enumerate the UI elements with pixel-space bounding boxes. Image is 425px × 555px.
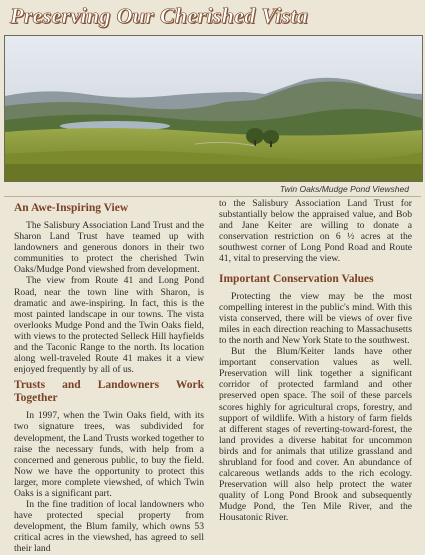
paragraph: Protecting the view may be the most compelling interest in the public's mind. With this vista conserved, there will be views of over five miles in each direction reaching to Massachusetts to the north and New York State to the southwest. [219,290,412,346]
paragraph: The Salisbury Association Land Trust and the Sharon Land Trust have teamed up with landowners and generous donors in their two communities to protect the cherished Twin Oaks/Mudge Pond viewshed from development. [14,220,204,276]
section-heading: An Awe-Inspiring View [14,202,129,214]
left-column [14,198,204,555]
right-column [219,198,412,524]
section-heading: Trusts and Landowners Work Together [14,379,204,405]
paragraph: to the Salisbury Association Land Trust for substantially below the appraised value, and Bob and Jane Keiter are willing to donate a conservation restriction on 6 ½ acres at the southwest corner of Long Pond Road and Route 41, vital to preserving the view. [219,198,412,265]
paragraph: In 1997, when the Twin Oaks field, with its two signature trees, was subdivided for development, the Land Trusts worked together to raise the necessary funds, with help from a concerned and generous public, to buy the field. Now we have the opportunity to protect this larger, more complete viewshed, of which Twin Oaks is a significant part. [14,410,204,499]
photo-caption: Twin Oaks/Mudge Pond Viewshed [279,184,409,194]
paragraph: But the Blum/Keiter lands have other important conservation values as well. Preservation will link together a significant corridor of protected farmland and other preserved open space. The soil of these parcels scores highly for agricultural crops, forestry, and support of wildlife. With a history of farm fields at different stages of reverting-toward-forest, the land provides a diverse habitat for uncommon birds and for animals that utilize grassland and shrubland for food and cover. An abundance of calcareous wetlands adds to the rich ecology. Preservation will also help protect the water quality of Long Pond Brook and subsequently Mudge Pond, the Ten Mile River, and the Housatonic River. [219,346,412,524]
page-title: Preserving Our Cherished Vista [10,3,309,28]
foreground-grass [5,164,422,181]
header-bar [0,0,425,34]
paragraph: In the fine tradition of local landowners who have protected special property from development, the Blum family, which owns 53 critical acres in the viewshed, has agreed to sell their land [14,499,204,555]
divider [4,196,421,197]
landscape-illustration [5,36,422,181]
section-heading: Important Conservation Values [219,272,374,285]
paragraph: The view from Route 41 and Long Pond Road, near the town line with Sharon, is dramatic and awe-inspiring. In fact, this is the most painted landscape in our towns. The vista overlooks Mudge Pond and the Twin Oaks field, with views to the protected Selleck Hill hayfields and the Taconic Range to the north. Its location along well-traveled Route 41 makes it a view enjoyed frequently by all of us. [14,275,204,376]
viewshed-photo [4,35,423,182]
